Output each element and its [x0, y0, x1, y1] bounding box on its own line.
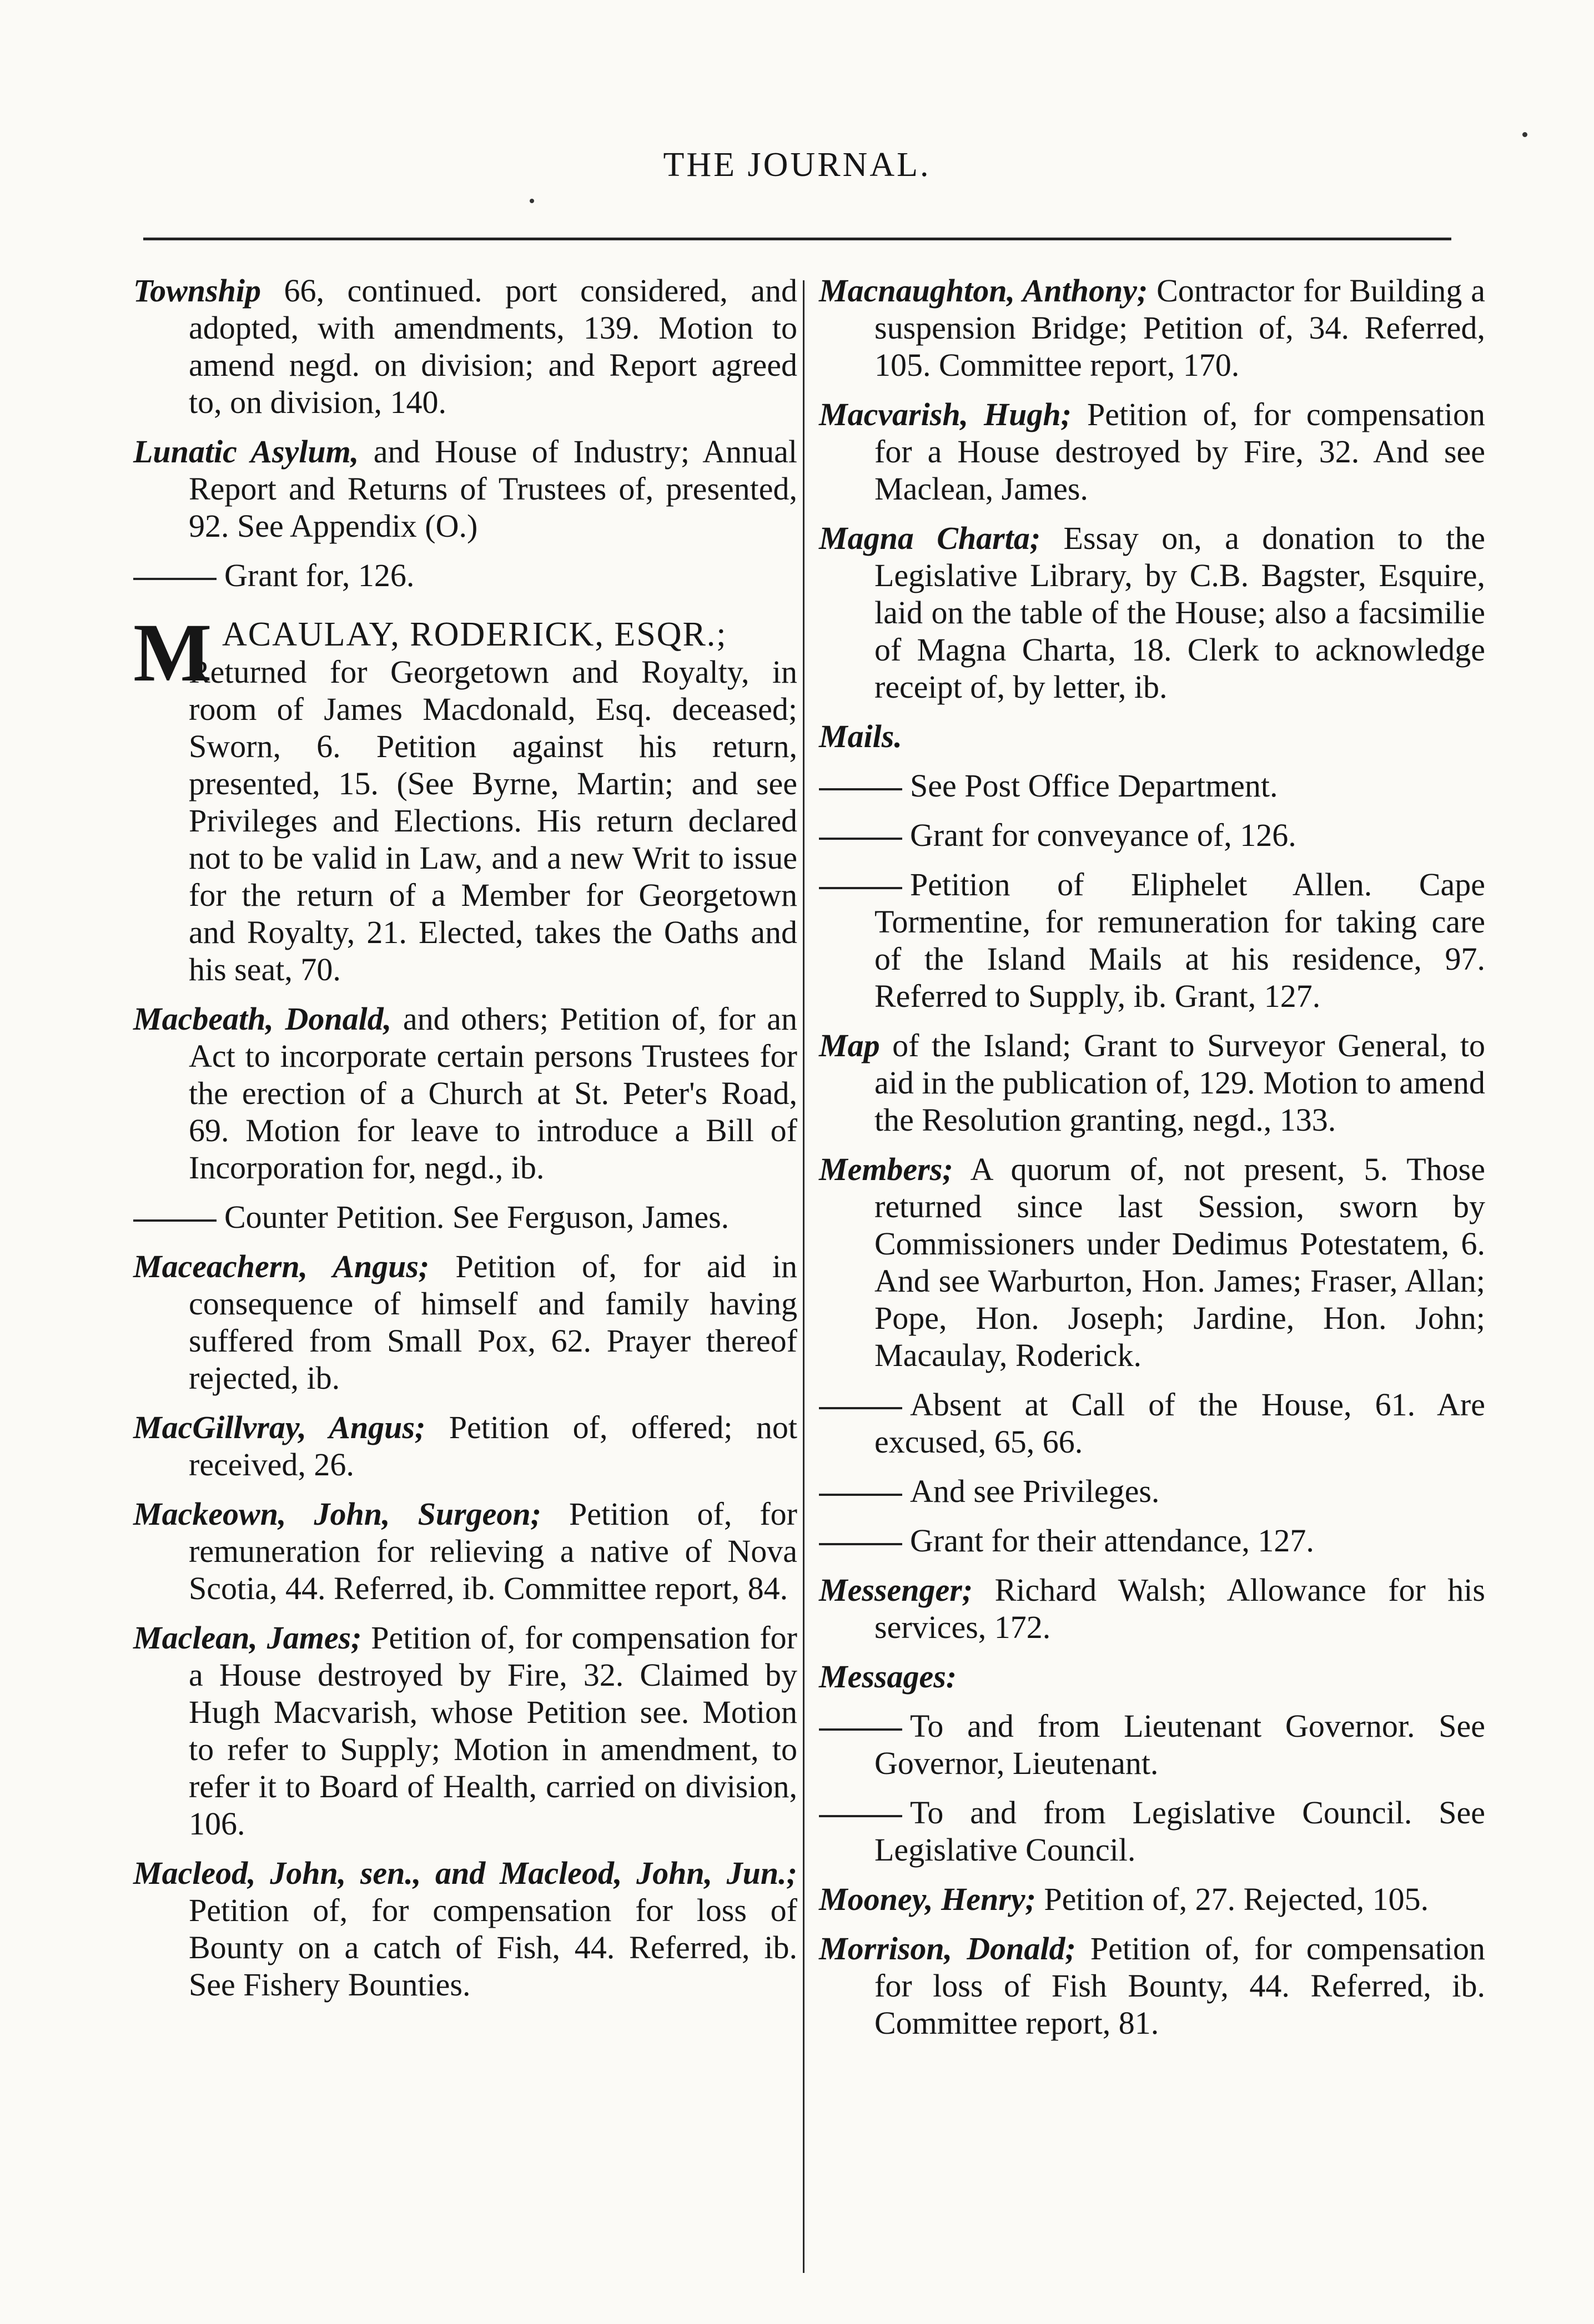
entry-heading: Members;	[819, 1151, 953, 1187]
subentry-text: Grant for their attendance, 127.	[910, 1523, 1314, 1559]
index-entry	[819, 396, 1485, 507]
index-entry	[133, 1248, 797, 1397]
index-entry	[819, 1151, 1485, 1374]
left-column	[133, 272, 797, 2015]
entry-text: and others; Petition of, for an Act to incorporate certain persons Trustees for the erection of a Church at St. Peter's Road, 69. Motion for leave to introduce a Bill of Incorporation for, negd., ib.	[189, 1001, 798, 1186]
drop-cap: M	[133, 607, 212, 699]
index-entry	[819, 1027, 1485, 1138]
index-subentry	[819, 1473, 1485, 1510]
entry-text: and House of Industry; Annual Report and Returns of Trustees of, presented, 92. See Appendix (O.)	[189, 433, 797, 544]
entry-text: Returned for Georgetown and Royalty, in room of James Macdonald, Esq. deceased; Sworn, 6. Petition against his return, presented, 15. (See Byrne, Martin; and see Privileges and Elections. His return declared not to be valid in Law, and a new Writ to issue for the return of a Member for Georgetown and Royalty, 21. Elected, takes the Oaths and his seat, 70.	[189, 654, 797, 987]
subentry-text: To and from Lieutenant Governor. See Governor, Lieutenant.	[874, 1708, 1485, 1781]
page-title: THE JOURNAL.	[663, 146, 931, 184]
index-entry	[133, 1409, 797, 1483]
index-subentry	[133, 557, 797, 594]
subentry-text: And see Privileges.	[910, 1473, 1160, 1509]
ink-speck	[530, 199, 534, 203]
index-subentry	[819, 1386, 1485, 1460]
ditto-dash	[819, 1815, 902, 1817]
index-entry	[133, 433, 797, 545]
entry-text: Petition of, for remuneration for relieving a native of Nova Scotia, 44. Referred, ib. Committee report, 84.	[189, 1496, 797, 1606]
ditto-dash	[819, 1543, 902, 1545]
entry-heading: Map	[819, 1027, 880, 1063]
entry-text: of the Island; Grant to Surveyor General, to aid in the publication of, 129. Motion to amend the Resolution granting, negd., 133.	[874, 1027, 1485, 1138]
entry-text: Petition of, for compensation for loss of Bounty on a catch of Fish, 44. Referred, ib. See Fishery Bounties.	[189, 1892, 797, 2003]
entry-text: 66, continued.	[261, 273, 482, 309]
subentry-text: Grant for conveyance of, 126.	[910, 817, 1296, 853]
index-subentry	[819, 866, 1485, 1015]
index-entry	[133, 1495, 797, 1607]
index-subentry	[819, 816, 1485, 854]
ditto-dash	[819, 1728, 902, 1731]
ditto-dash	[819, 1407, 902, 1409]
index-entry	[133, 1854, 797, 2003]
entry-heading: Macleod, John, sen., and Macleod, John, Jun.;	[133, 1855, 797, 1891]
entry-heading: Messenger;	[819, 1572, 973, 1608]
entry-heading: Mails.	[819, 718, 902, 754]
subentry-text: See Post Office Department.	[910, 768, 1278, 804]
ditto-dash	[819, 838, 902, 840]
entry-heading: Mackeown, John, Surgeon;	[133, 1496, 541, 1532]
right-column	[819, 272, 1485, 2054]
entry-heading: Maclean, James;	[133, 1620, 362, 1656]
index-entry-continued	[133, 272, 797, 421]
subentry-text: Grant for, 126.	[224, 557, 415, 593]
entry-text: Petition of, 27. Rejected, 105.	[1035, 1881, 1429, 1917]
entry-heading: Township	[133, 273, 261, 309]
entry-heading: Lunatic Asylum,	[133, 433, 359, 470]
ink-speck	[1522, 132, 1527, 137]
entry-text: A quorum of, not present, 5. Those returned since last Session, sworn by Commissioners under Dedimus Potestatem, 6. And see Warburton, Hon. James; Fraser, Allan; Pope, Hon. Joseph; Jardine, Hon. John; Macaulay, Roderick.	[874, 1151, 1485, 1373]
ditto-dash	[133, 578, 217, 580]
index-subentry	[133, 1198, 797, 1236]
ditto-dash	[819, 788, 902, 790]
ditto-dash	[819, 1494, 902, 1496]
index-entry	[819, 1571, 1485, 1646]
index-entry	[819, 520, 1485, 705]
entry-heading: MacGillvray, Angus;	[133, 1409, 426, 1445]
entry-heading: Maceachern, Angus;	[133, 1248, 430, 1284]
entry-heading: ACAULAY, RODERICK, ESQR.;	[222, 616, 727, 653]
entry-text: Petition of, offered; not received, 26.	[189, 1409, 797, 1483]
subentry-text: Absent at Call of the House, 61. Are excused, 65, 66.	[874, 1387, 1485, 1460]
entry-text: Petition of, for compensation for a House destroyed by Fire, 32. Claimed by Hugh Macvarish, whose Petition see. Motion to refer to Supply; Motion in amendment, to refer it to Board of Health, carried on division, 106.	[189, 1620, 797, 1842]
ditto-dash	[819, 887, 902, 889]
index-subentry	[819, 767, 1485, 804]
index-subentry	[819, 1794, 1485, 1868]
index-entry	[133, 1619, 797, 1842]
index-subentry	[819, 1522, 1485, 1559]
index-entry	[133, 1000, 797, 1186]
index-entry	[819, 1881, 1485, 1918]
entry-text: Petition of, for compensation for loss of Fish Bounty, 44. Referred, ib. Committee report, 81.	[874, 1930, 1486, 2041]
subentry-text: Counter Petition. See Ferguson, James.	[224, 1199, 730, 1235]
column-divider	[803, 280, 804, 2273]
subentry-text: To and from Legislative Council. See Legislative Council.	[874, 1794, 1485, 1868]
ditto-dash	[133, 1219, 217, 1222]
header-rule	[143, 238, 1451, 240]
entry-heading: Macvarish, Hugh;	[819, 396, 1072, 432]
entry-text: Petition of, for compensation for a House destroyed by Fire, 32. And see Maclean, James.	[874, 396, 1486, 507]
entry-text: port considered, and adopted, with amendments, 139. Motion to amend negd. on division; and Report agreed to, on division, 140.	[189, 273, 798, 420]
entry-heading: Macnaughton, Anthony;	[819, 273, 1148, 309]
index-entry	[819, 1930, 1485, 2041]
index-entry	[819, 272, 1485, 384]
subentry-text: Petition of Eliphelet Allen. Cape Tormentine, for remuneration for taking care of the Island Mails at his residence, 97. Referred to Supply, ib. Grant, 127.	[874, 866, 1485, 1014]
entry-heading: Magna Charta;	[819, 520, 1041, 556]
entry-text: Richard Walsh; Allowance for his services, 172.	[874, 1572, 1485, 1645]
entry-text: Contractor for Building a suspension Bridge; Petition of, 34. Referred, 105. Committee report, 170.	[874, 273, 1485, 383]
entry-heading: Messages:	[819, 1658, 957, 1695]
index-entry-featured	[133, 607, 797, 988]
index-entry	[819, 718, 1485, 755]
entry-text: Petition of, for aid in consequence of himself and family having suffered from Small Pox, 62. Prayer thereof rejected, ib.	[189, 1248, 798, 1396]
entry-heading: Mooney, Henry;	[819, 1881, 1036, 1917]
entry-heading: Macbeath, Donald,	[133, 1001, 392, 1037]
index-subentry	[819, 1707, 1485, 1782]
entry-text: Essay on, a donation to the Legislative Library, by C.B. Bagster, Esquire, laid on the table of the House; also a facsimilie of Magna Charta, 18. Clerk to acknowledge receipt of, by letter, ib.	[874, 520, 1485, 705]
entry-heading: Morrison, Donald;	[819, 1930, 1076, 1967]
index-entry	[819, 1658, 1485, 1695]
